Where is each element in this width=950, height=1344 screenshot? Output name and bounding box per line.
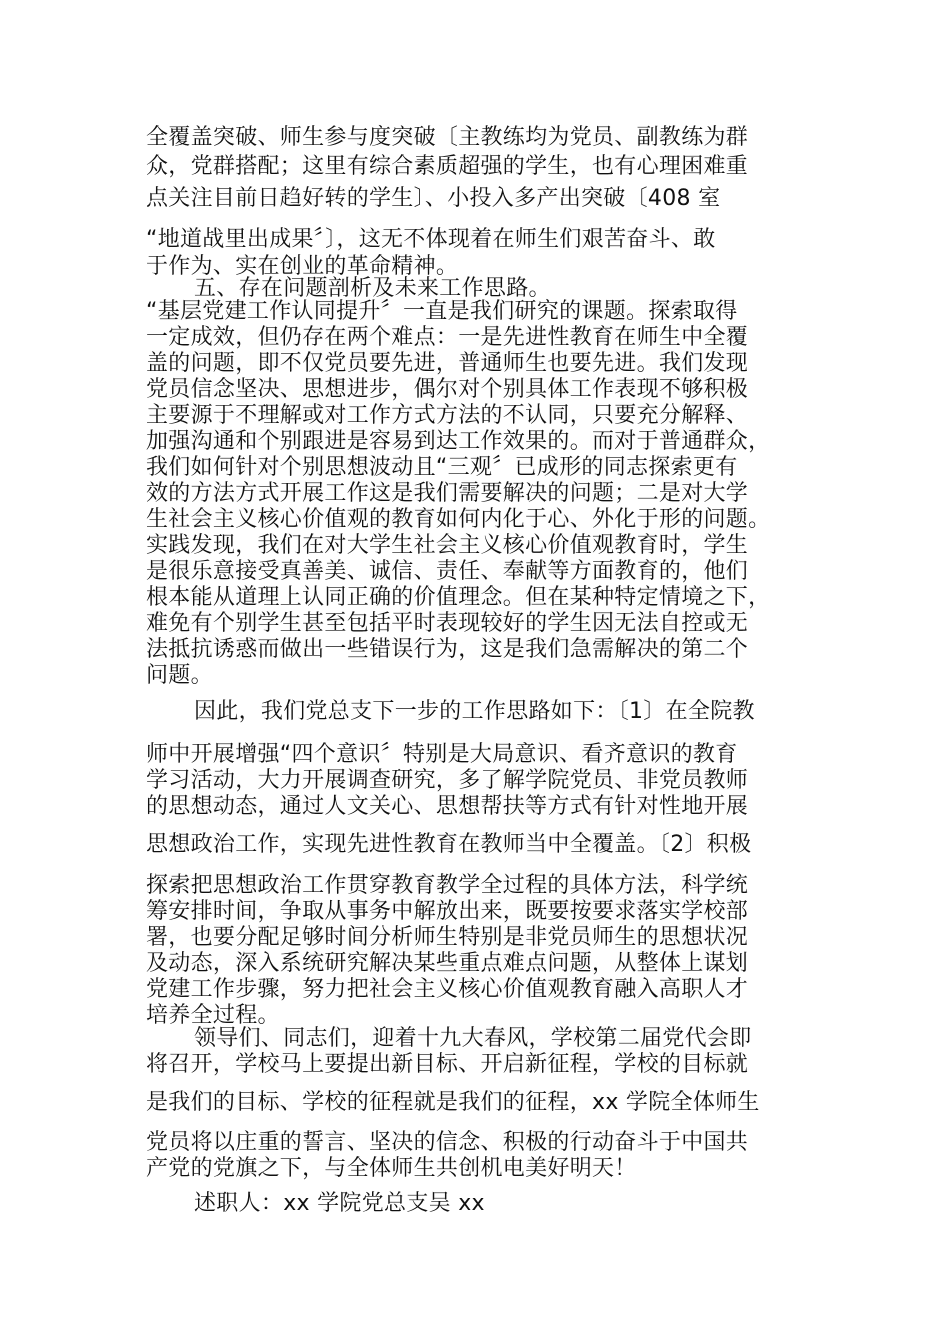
text-line: 署，也要分配足够时间分析师生特别是非党员师生的思想状况 — [146, 925, 749, 950]
text-line: 全覆盖突破、师生参与度突破〔主教练均为党员、副教练为群 — [146, 125, 749, 150]
text-line: 实践发现，我们在对大学生社会主义核心价值观教育时，学生 — [146, 533, 749, 558]
text-line: “基层党建工作认同提升〞一直是我们研究的课题。探索取得 — [146, 299, 738, 324]
text-line: 培养全过程。 — [146, 1003, 280, 1028]
text-line: 学习活动，大力开展调查研究，多了解学院党员、非党员教师 — [146, 768, 749, 793]
text-line: 将召开，学校马上要提出新目标、开启新征程，学校的目标就 — [146, 1052, 749, 1077]
text-line: 是我们的目标、学校的征程就是我们的征程，xx 学院全体师生 — [146, 1090, 760, 1115]
signature-line: 述职人：xx 学院党总支吴 xx — [194, 1191, 485, 1216]
text-line: 领导们、同志们，迎着十九大春风，学校第二届党代会即 — [194, 1026, 752, 1051]
text-line: 探索把思想政治工作贯穿教育教学全过程的具体方法，科学统 — [146, 873, 749, 898]
text-line: 的思想动态，通过人文关心、思想帮扶等方式有针对性地开展 — [146, 794, 749, 819]
text-line: 党员将以庄重的誓言、坚决的信念、积极的行动奋斗于中国共 — [146, 1130, 749, 1155]
text-line: 法抵抗诱惑而做出一些错误行为，这是我们急需解决的第二个 — [146, 637, 749, 662]
text-line: 党建工作步骤，努力把社会主义核心价值观教育融入高职人才 — [146, 977, 749, 1002]
text-line: 产党的党旗之下，与全体师生共创机电美好明天！ — [146, 1156, 637, 1181]
text-line: 及动态，深入系统研究解决某些重点难点问题，从整体上谋划 — [146, 951, 749, 976]
text-line: 主要源于不理解或对工作方式方法的不认同，只要充分解释、 — [146, 403, 749, 428]
text-line: 我们如何针对个别思想波动且“三观〞已成形的同志探索更有 — [146, 455, 738, 480]
text-line: 师中开展增强“四个意识〞特别是大局意识、看齐意识的教育 — [146, 742, 738, 767]
text-line: 问题。 — [146, 663, 213, 688]
text-line: 点关注目前日趋好转的学生〕、小投入多产出突破〔408 室 — [146, 186, 721, 211]
text-line: 众，党群搭配；这里有综合素质超强的学生，也有心理困难重 — [146, 154, 749, 179]
section-heading: 五、存在问题剖析及未来工作思路。 — [194, 276, 551, 301]
text-line: 党员信念坚决、思想进步，偶尔对个别具体工作表现不够积极 — [146, 377, 749, 402]
text-line: “地道战里出成果〞〕，这无不体现着在师生们艰苦奋斗、敢 — [146, 227, 716, 252]
text-line: 因此，我们党总支下一步的工作思路如下：〔1〕在全院教 — [194, 699, 755, 724]
text-line: 效的方法方式开展工作这是我们需要解决的问题；二是对大学 — [146, 481, 749, 506]
text-line: 生社会主义核心价值观的教育如何内化于心、外化于形的问题。 — [146, 507, 771, 532]
text-line: 难免有个别学生甚至包括平时表现较好的学生因无法自控或无 — [146, 611, 749, 636]
text-line: 是很乐意接受真善美、诚信、责任、奉献等方面教育的，他们 — [146, 559, 749, 584]
text-line: 盖的问题，即不仅党员要先进，普通师生也要先进。我们发现 — [146, 351, 749, 376]
text-line: 根本能从道理上认同正确的价值理念。但在某种特定情境之下， — [146, 585, 771, 610]
text-line: 一定成效，但仍存在两个难点：一是先进性教育在师生中全覆 — [146, 325, 749, 350]
text-line: 加强沟通和个别跟进是容易到达工作效果的。而对于普通群众， — [146, 429, 771, 454]
text-line: 筹安排时间，争取从事务中解放出来，既要按要求落实学校部 — [146, 899, 749, 924]
text-line: 思想政治工作，实现先进性教育在教师当中全覆盖。〔2〕积极 — [146, 832, 752, 857]
text-line: 于作为、实在创业的革命精神。 — [146, 254, 459, 279]
